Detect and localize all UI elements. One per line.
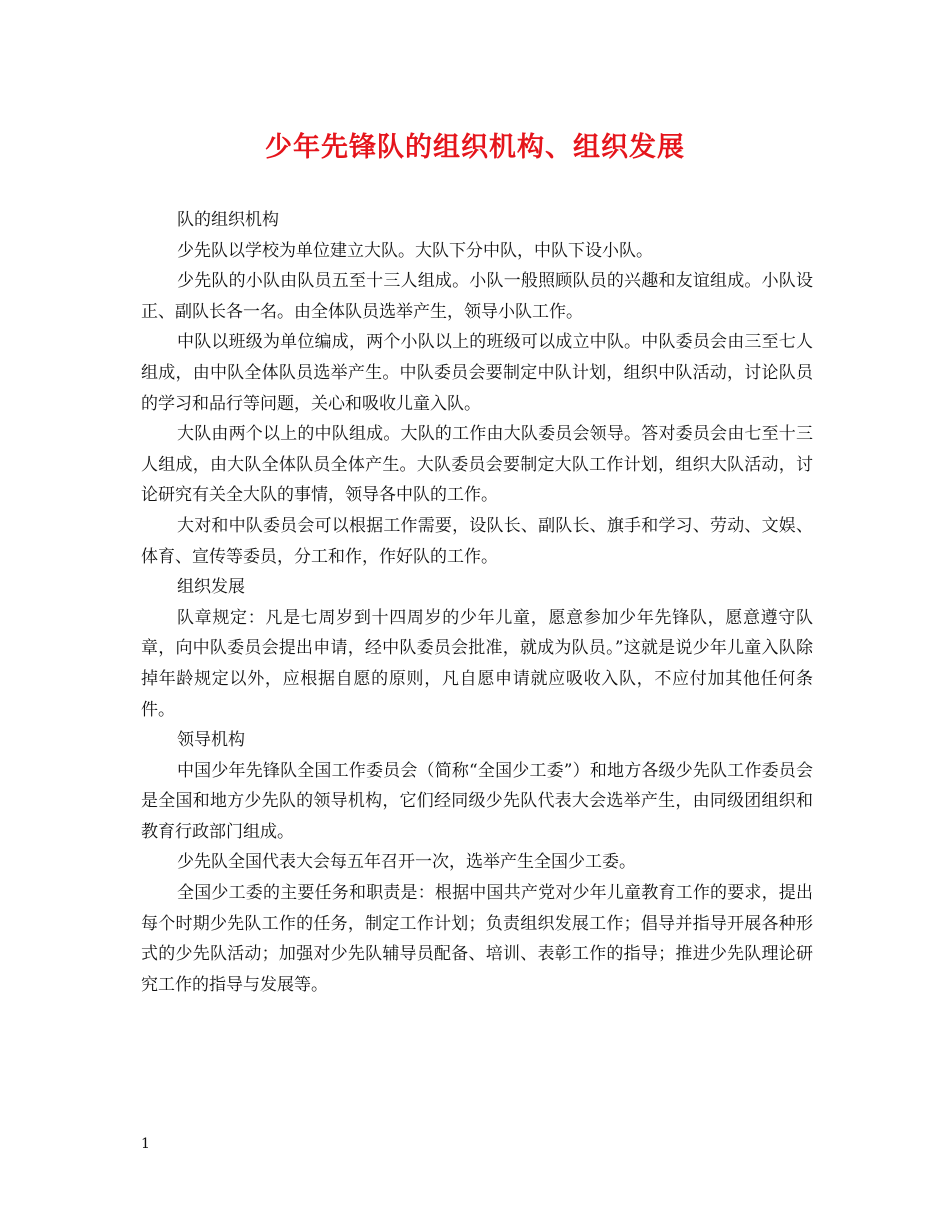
section-heading-development: 组织发展 xyxy=(177,577,245,598)
section-heading-leadership: 领导机构 xyxy=(177,730,245,751)
paragraph: 全国少工委的主要任务和职责是：根据中国共产党对少年儿童教育工作的要求，提出每个时期少先队工作的任务，制定工作计划；负责组织发展工作；倡导并指导开展各种形式的少先队活动；加强对少先队辅导员配备、培训、表彰工作的指导；推进少先队理论研究工作的指导与发展等。 xyxy=(141,883,813,995)
paragraph: 大队由两个以上的中队组成。大队的工作由大队委员会领导。答对委员会由七至十三人组成，由大队全体队员全体产生。大队委员会要制定大队工作计划，组织大队活动，讨论研究有关全大队的事情，领导各中队的工作。 xyxy=(141,424,813,506)
section-heading-organization: 队的组织机构 xyxy=(177,210,279,230)
document-body xyxy=(141,205,813,1000)
paragraph: 队章规定：凡是七周岁到十四周岁的少年儿童，愿意参加少年先锋队，愿意遵守队章，向中队委员会提出申请，经中队委员会批准，就成为队员。”这就是说少年儿童入队除掉年龄规定以外，应根据自愿的原则，凡自愿申请就应吸收入队，不应付加其他任何条件。 xyxy=(141,607,813,720)
page-title: 少年先锋队的组织机构、组织发展 xyxy=(265,132,685,163)
paragraph: 少先队全国代表大会每五年召开一次，选举产生全国少工委。 xyxy=(177,852,636,873)
paragraph: 中国少年先锋队全国工作委员会（简称“全国少工委”）和地方各级少先队工作委员会是全国和地方少先队的领导机构，它们经同级少先队代表大会选举产生，由同级团组织和教育行政部门组成。 xyxy=(141,760,813,842)
paragraph: 少先队以学校为单位建立大队。大队下分中队，中队下设小队。 xyxy=(177,240,653,261)
paragraph: 少先队的小队由队员五至十三人组成。小队一般照顾队员的兴趣和友谊组成。小队设正、副队长各一名。由全体队员选举产生，领导小队工作。 xyxy=(141,271,813,322)
paragraph: 大对和中队委员会可以根据工作需要，设队长、副队长、旗手和学习、劳动、文娱、体育、宣传等委员，分工和作，作好队的工作。 xyxy=(141,515,813,567)
paragraph: 中队以班级为单位编成，两个小队以上的班级可以成立中队。中队委员会由三至七人组成，由中队全体队员选举产生。中队委员会要制定中队计划，组织中队活动，讨论队员的学习和品行等问题，关心和吸收儿童入队。 xyxy=(141,332,813,414)
page-number: 1 xyxy=(141,1136,150,1152)
